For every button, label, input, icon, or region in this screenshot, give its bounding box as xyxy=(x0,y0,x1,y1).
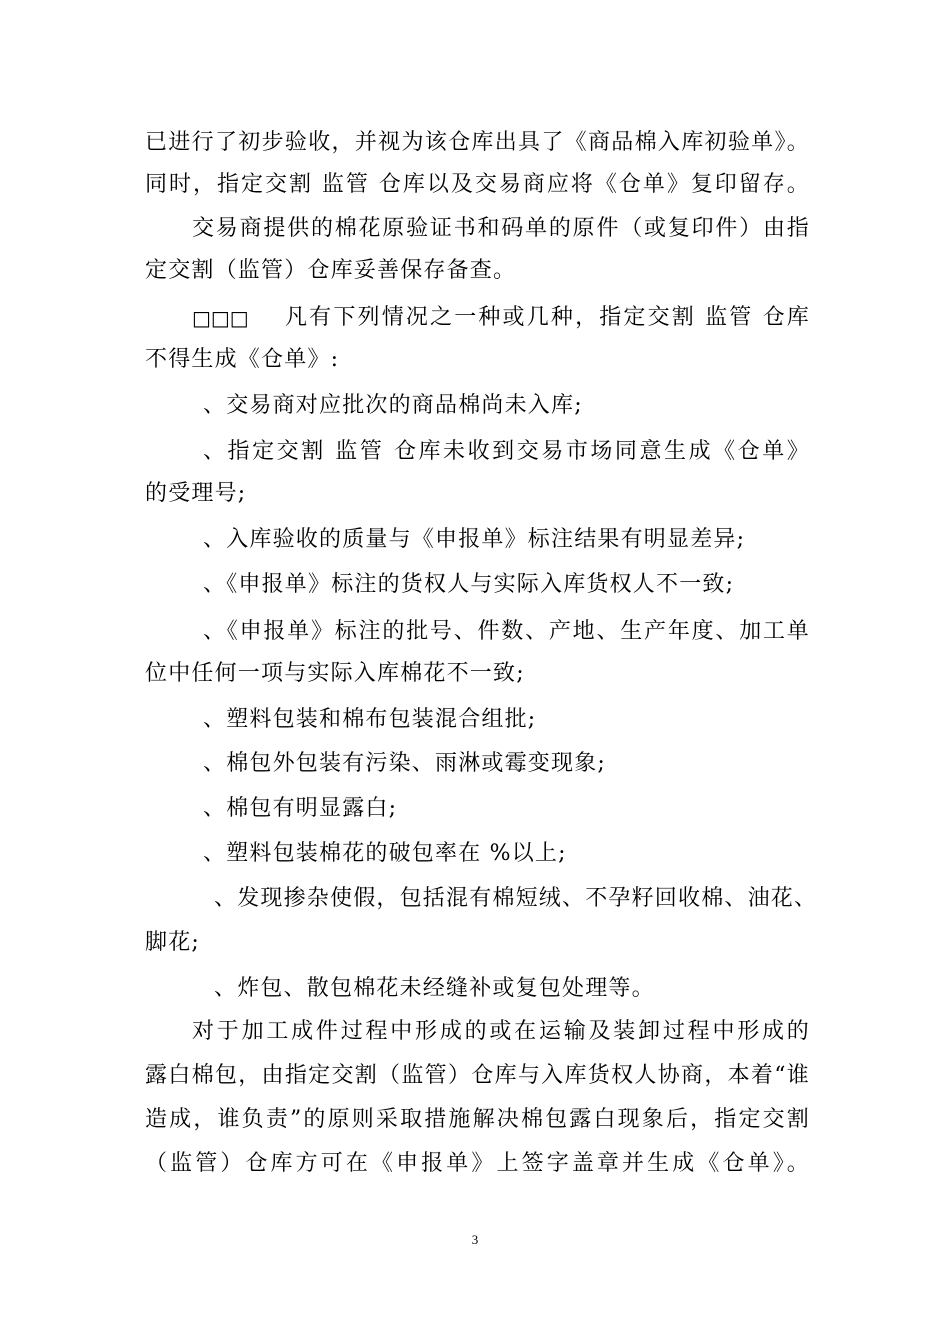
list-item-continuation: 位中任何一项与实际入库棉花不一致; xyxy=(145,661,525,686)
list-item: 、炸包、散包棉花未经缝补或复包处理等。 xyxy=(214,976,655,1001)
list-item: 、棉包有明显露白; xyxy=(203,796,398,821)
list-item: 、《申报单》标注的货权人与实际入库货权人不一致; xyxy=(203,572,735,597)
paragraph-line: 已进行了初步验收，并视为该仓库出具了《商品棉入库初验单》。 xyxy=(145,130,810,155)
list-item: 、入库验收的质量与《申报单》标注结果有明显差异; xyxy=(203,527,746,552)
paragraph-line: 交易商提供的棉花原验证书和码单的原件（或复印件）由指 xyxy=(192,216,810,241)
list-item: 、棉包外包装有污染、雨淋或霉变现象; xyxy=(203,751,607,776)
paragraph-line: 对于加工成件过程中形成的或在运输及装卸过程中形成的 xyxy=(192,1019,810,1044)
article-number-marker: □□□ xyxy=(192,306,249,330)
paragraph-line: 凡有下列情况之一种或几种，指定交割 监管 仓库 xyxy=(285,305,810,330)
list-item: 、交易商对应批次的商品棉尚未入库; xyxy=(203,393,583,418)
list-item: 、塑料包装棉花的破包率在 %以上; xyxy=(203,841,567,866)
paragraph-line: 不得生成《仓单》: xyxy=(145,347,340,372)
paragraph-line: 定交割（监管）仓库妥善保存备查。 xyxy=(145,258,517,283)
list-item: 、塑料包装和棉布包装混合组批; xyxy=(203,707,537,732)
paragraph-line: （监管）仓库方可在《申报单》上签字盖章并生成《仓单》。 xyxy=(145,1151,810,1176)
paragraph-line: 造成，谁负责”的原则采取措施解决棉包露白现象后，指定交割 xyxy=(145,1107,810,1132)
list-item-continuation: 的受理号; xyxy=(145,481,247,506)
paragraph-line: 露白棉包，由指定交割（监管）仓库与入库货权人协商，本着“谁 xyxy=(145,1063,810,1088)
paragraph-line: 同时，指定交割 监管 仓库以及交易商应将《仓单》复印留存。 xyxy=(145,172,810,197)
list-item: 、《申报单》标注的批号、件数、产地、生产年度、加工单 xyxy=(203,619,810,644)
list-item: 、指定交割 监管 仓库未收到交易市场同意生成《仓单》 xyxy=(203,439,810,464)
list-item: 、发现掺杂使假，包括混有棉短绒、不孕籽回收棉、油花、 xyxy=(214,886,818,911)
page-number: 3 xyxy=(471,1232,479,1247)
list-item-continuation: 脚花; xyxy=(145,930,201,955)
